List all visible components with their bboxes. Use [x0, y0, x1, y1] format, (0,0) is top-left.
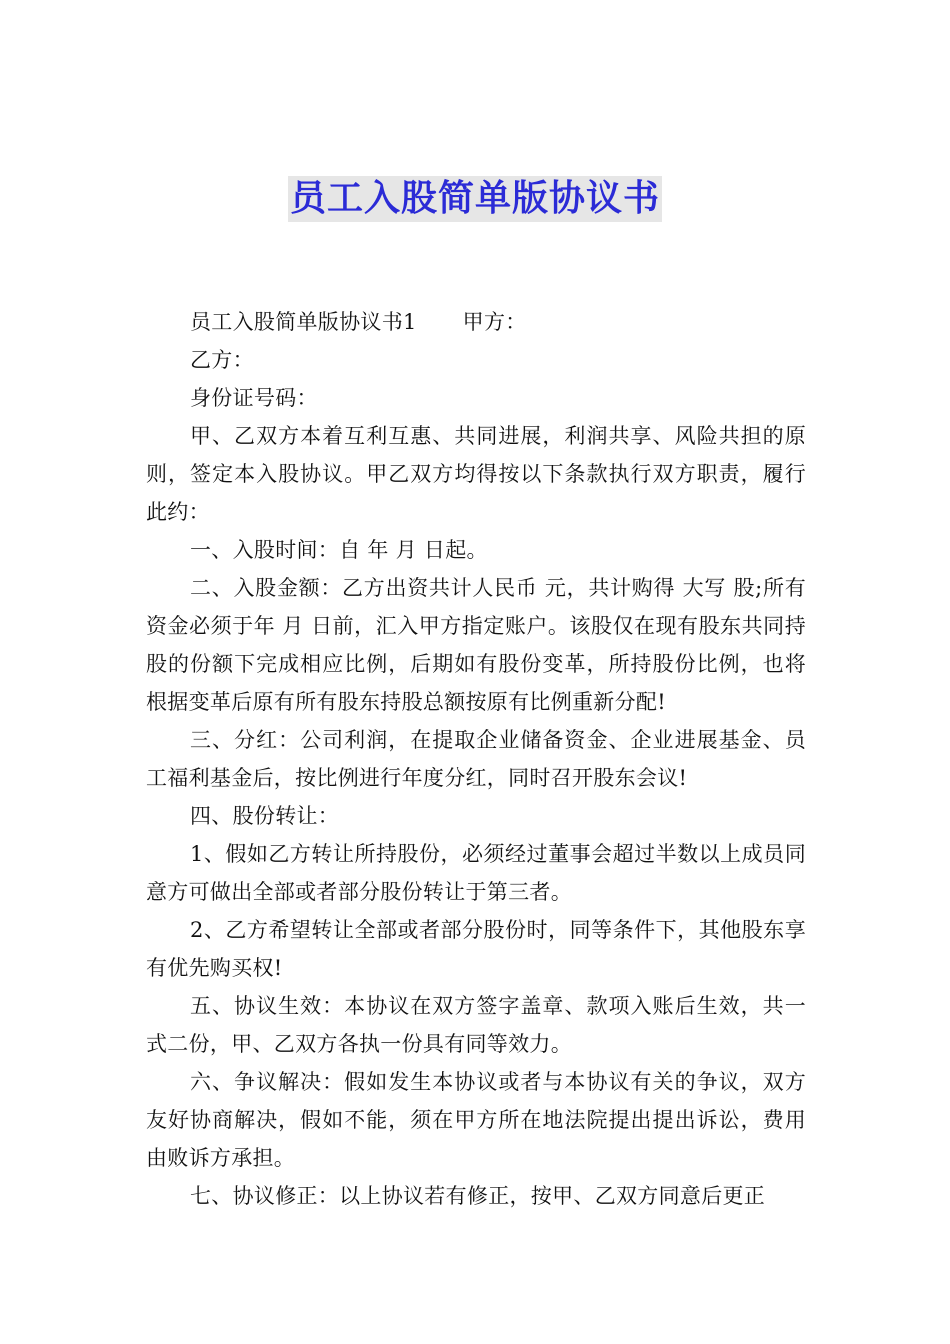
party-b-label: 乙方：: [190, 348, 254, 372]
clause-4-item-2: 2、乙方希望转让全部或者部分股份时，同等条件下，其他股东享有优先购买权!: [146, 918, 806, 980]
clause-7-paragraph: 七、协议修正：以上协议若有修正，按甲、乙双方同意后更正: [190, 1184, 766, 1208]
clause-6-paragraph: 六、争议解决：假如发生本协议或者与本协议有关的争议，双方友好协商解决，假如不能，须在甲方所在地法院提出提出诉讼，费用由败诉方承担。: [146, 1070, 806, 1170]
id-number-label: 身份证号码：: [190, 386, 318, 410]
header-line: [146, 303, 806, 341]
title-container: [0, 176, 950, 222]
preamble-paragraph: 甲、乙双方本着互利互惠、共同进展，利润共享、风险共担的原则，签定本入股协议。甲乙双方均得按以下条款执行双方职责，履行此约：: [146, 424, 806, 524]
document-body: [146, 303, 806, 1215]
party-a-label: 甲方：: [462, 310, 527, 334]
clause-2-paragraph: 二、入股金额：乙方出资共计人民币 元，共计购得 大写 股;所有资金必须于年 月 日前，汇入甲方指定账户。该股仅在现有股东共同持股的份额下完成相应比例，后期如有股份变革，所持股份比例，也将根据变革后原有所有股东持股总额按原有比例重新分配!: [146, 576, 806, 714]
document-title: 员工入股简单版协议书: [288, 176, 662, 222]
agreement-heading: 员工入股简单版协议书1: [190, 310, 417, 334]
clause-4-item-1: 1、假如乙方转让所持股份，必须经过董事会超过半数以上成员同意方可做出全部或者部分股份转让于第三者。: [146, 842, 806, 904]
clause-3-paragraph: 三、分红：公司利润，在提取企业储备资金、企业进展基金、员工福利基金后，按比例进行年度分红，同时召开股东会议!: [146, 728, 806, 790]
clause-1-paragraph: 一、入股时间：自 年 月 日起。: [190, 538, 488, 562]
clause-4-heading: 四、股份转让：: [190, 804, 340, 828]
clause-5-paragraph: 五、协议生效：本协议在双方签字盖章、款项入账后生效，共一式二份，甲、乙双方各执一份具有同等效力。: [146, 994, 806, 1056]
